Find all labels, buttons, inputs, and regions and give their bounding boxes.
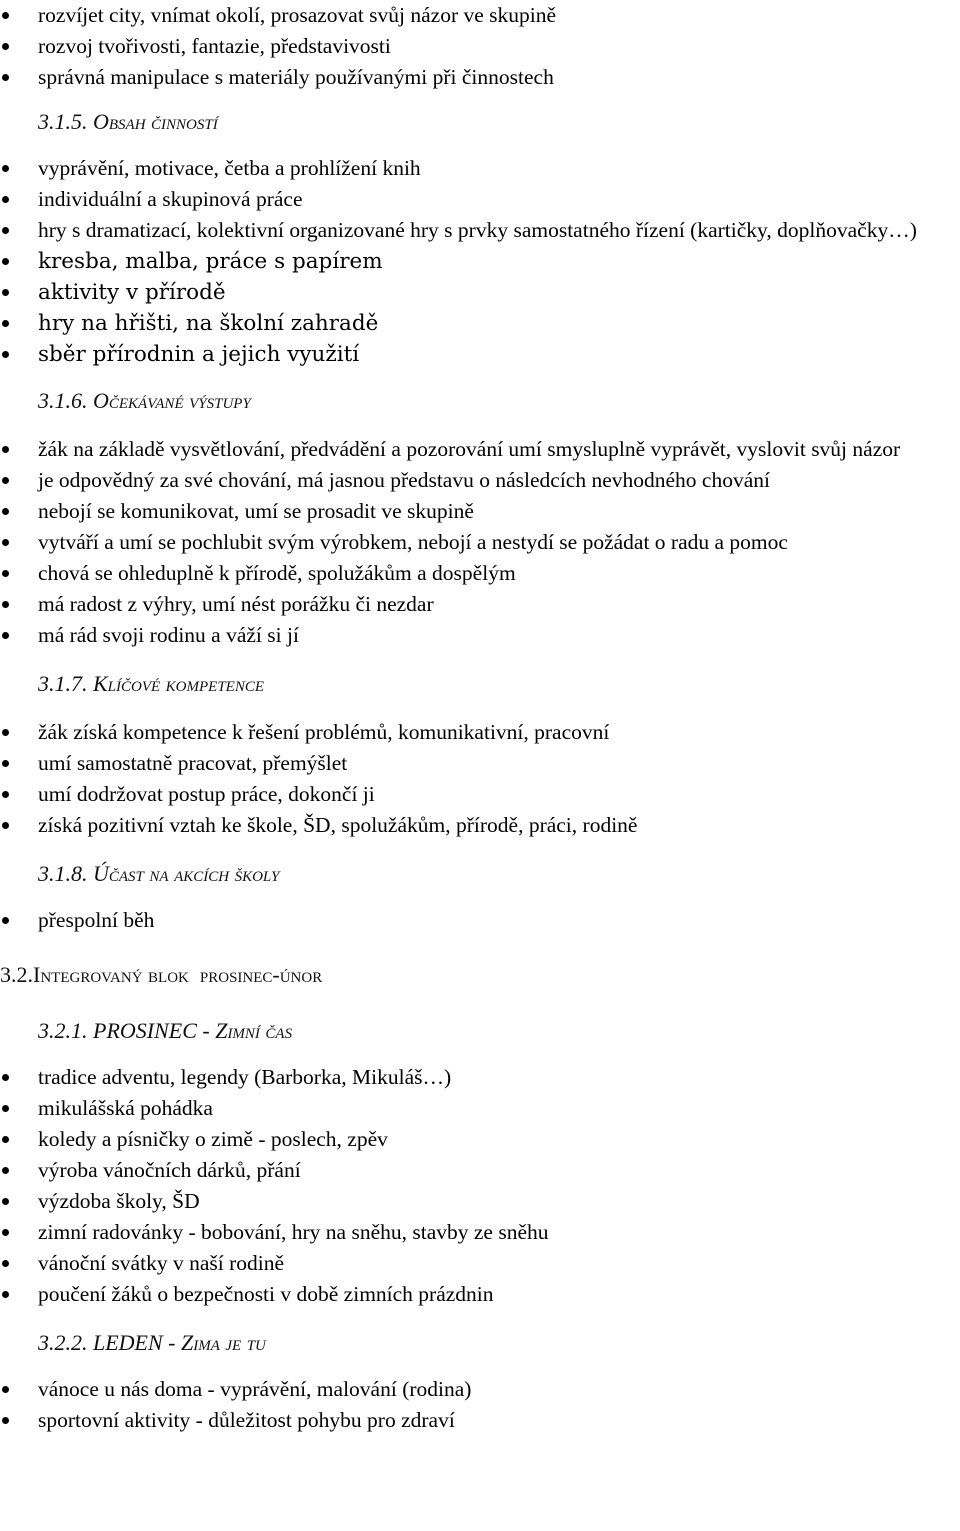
heading-title: Obsah činností — [93, 109, 218, 134]
list-item: tradice adventu, legendy (Barborka, Mikuláš…) — [0, 1062, 960, 1093]
list-item: hry na hřišti, na školní zahradě — [0, 308, 960, 339]
list-item: umí dodržovat postup práce, dokončí ji — [0, 779, 960, 810]
heading-number: 3.1.6. — [38, 388, 88, 413]
heading-3-1-5 — [0, 107, 960, 137]
list-item: vyprávění, motivace, četba a prohlížení knih — [0, 153, 960, 184]
list-item: má rád svoji rodinu a váží si jí — [0, 620, 960, 651]
heading-title: LEDEN - Zima je tu — [93, 1330, 266, 1355]
list-item: aktivity v přírodě — [0, 277, 960, 308]
list-item: kresba, malba, práce s papírem — [0, 246, 960, 277]
list-item: zimní radovánky - bobování, hry na sněhu, stavby ze sněhu — [0, 1217, 960, 1248]
list-item: koledy a písničky o zimě - poslech, zpěv — [0, 1124, 960, 1155]
heading-3-2 — [0, 960, 960, 990]
heading-3-2-2 — [0, 1328, 960, 1358]
heading-number: 3.1.7. — [38, 671, 88, 696]
list-item: vytváří a umí se pochlubit svým výrobkem, nebojí a nestydí se požádat o radu a pomoc — [0, 527, 960, 558]
list-item: poučení žáků o bezpečnosti v době zimních prázdnin — [0, 1279, 960, 1310]
list-item: žák získá kompetence k řešení problémů, komunikativní, pracovní — [0, 717, 960, 748]
heading-number: 3.1.5. — [38, 109, 88, 134]
heading-title: Klíčové kompetence — [93, 671, 265, 696]
heading-number: 3.2.2. — [38, 1330, 88, 1355]
list-activities — [0, 153, 960, 370]
heading-title: Integrovaný blok prosinec-únor — [33, 962, 323, 987]
list-item: sběr přírodnin a jejich využití — [0, 339, 960, 370]
list-item: rozvoj tvořivosti, fantazie, představivosti — [0, 31, 960, 62]
heading-3-1-8 — [0, 859, 960, 889]
list-december — [0, 1062, 960, 1310]
list-item: žák na základě vysvětlování, předvádění a pozorování umí smysluplně vyprávět, vyslovit svůj názor — [0, 434, 960, 465]
list-item: umí samostatně pracovat, přemýšlet — [0, 748, 960, 779]
list-item: získá pozitivní vztah ke škole, ŠD, spolužákům, přírodě, práci, rodině — [0, 810, 960, 841]
heading-3-2-1 — [0, 1016, 960, 1046]
list-item: přespolní běh — [0, 905, 960, 936]
list-item: správná manipulace s materiály používanými při činnostech — [0, 62, 960, 93]
list-school-events — [0, 905, 960, 936]
heading-3-1-6 — [0, 386, 960, 416]
list-item: je odpovědný za své chování, má jasnou představu o následcích nevhodného chování — [0, 465, 960, 496]
list-item: vánoční svátky v naší rodině — [0, 1248, 960, 1279]
heading-number: 3.1.8. — [38, 861, 88, 886]
list-goals — [0, 0, 960, 93]
list-item: výroba vánočních dárků, přání — [0, 1155, 960, 1186]
list-competences — [0, 717, 960, 841]
list-january — [0, 1374, 960, 1436]
list-item: individuální a skupinová práce — [0, 184, 960, 215]
list-item: chová se ohleduplně k přírodě, spolužákům a dospělým — [0, 558, 960, 589]
list-item: sportovní aktivity - důležitost pohybu pro zdraví — [0, 1405, 960, 1436]
list-item: výzdoba školy, ŠD — [0, 1186, 960, 1217]
list-item: má radost z výhry, umí nést porážku či nezdar — [0, 589, 960, 620]
heading-number: 3.2. — [0, 962, 33, 987]
list-item: nebojí se komunikovat, umí se prosadit ve skupině — [0, 496, 960, 527]
heading-number: 3.2.1. — [38, 1018, 88, 1043]
heading-title: Očekávané výstupy — [93, 388, 251, 413]
heading-3-1-7 — [0, 669, 960, 699]
list-item: rozvíjet city, vnímat okolí, prosazovat svůj názor ve skupině — [0, 0, 960, 31]
list-item: mikulášská pohádka — [0, 1093, 960, 1124]
heading-title: Účast na akcích školy — [93, 861, 280, 886]
list-item: hry s dramatizací, kolektivní organizované hry s prvky samostatného řízení (kartičky, doplňovačky…) — [0, 215, 960, 246]
list-outcomes — [0, 434, 960, 651]
list-item: vánoce u nás doma - vyprávění, malování (rodina) — [0, 1374, 960, 1405]
heading-title: PROSINEC - Zimní čas — [93, 1018, 293, 1043]
